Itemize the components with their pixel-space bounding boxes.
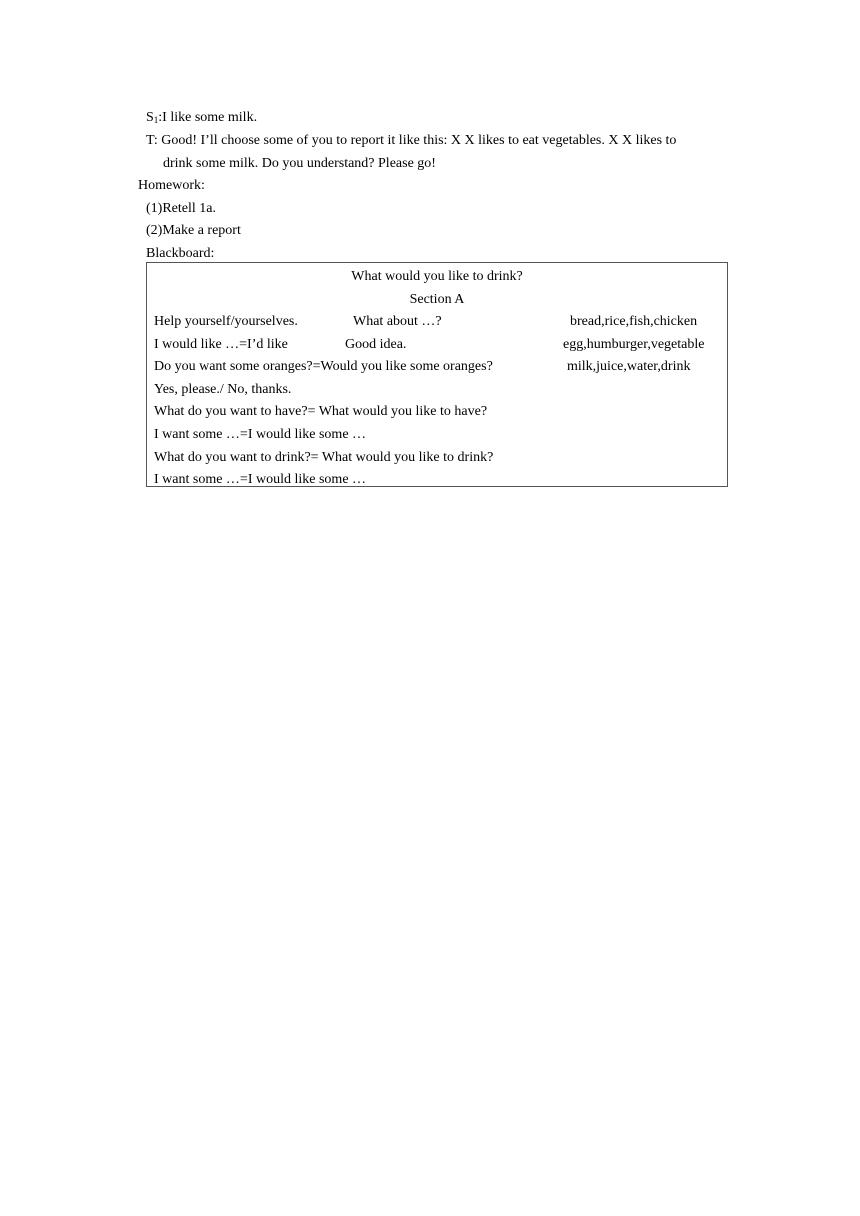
homework-heading: Homework: <box>138 178 205 193</box>
blackboard-title: What would you like to drink? <box>351 269 523 284</box>
homework-item-2: (2)Make a report <box>146 223 241 238</box>
board-row-2-col2: Good idea. <box>345 337 407 352</box>
student-utterance: :I like some milk. <box>158 110 258 125</box>
blackboard-box <box>146 262 728 487</box>
board-row-1-col1: Help yourself/yourselves. <box>154 314 298 329</box>
teacher-line-2: drink some milk. Do you understand? Please go! <box>163 156 436 171</box>
board-row-2-col3: egg,humburger,vegetable <box>563 337 705 352</box>
board-row-7-col1: What do you want to drink?= What would you like to drink? <box>154 450 494 465</box>
speaker-subscript: 1 <box>153 115 159 125</box>
board-row-8-col1: I want some …=I would like some … <box>154 472 367 487</box>
board-row-1-col2: What about …? <box>353 314 442 329</box>
board-row-4-col1: Yes, please./ No, thanks. <box>154 382 292 397</box>
speaker-s: S <box>146 110 154 125</box>
board-row-1-col3: bread,rice,fish,chicken <box>570 314 698 329</box>
board-row-3-col1: Do you want some oranges?=Would you like some oranges? <box>154 359 493 374</box>
board-row-6-col1: I want some …=I would like some … <box>154 427 367 442</box>
board-row-3-col3: milk,juice,water,drink <box>567 359 691 374</box>
homework-item-1: (1)Retell 1a. <box>146 201 216 216</box>
student-line <box>146 109 257 129</box>
board-row-5-col1: What do you want to have?= What would you like to have? <box>154 404 488 419</box>
blackboard-heading: Blackboard: <box>146 246 215 261</box>
blackboard-section: Section A <box>409 292 465 307</box>
board-row-2-col1: I would like …=I’d like <box>154 337 288 352</box>
teacher-line-1: T: Good! I’ll choose some of you to report it like this: X X likes to eat vegetables. X X likes to <box>146 133 677 148</box>
